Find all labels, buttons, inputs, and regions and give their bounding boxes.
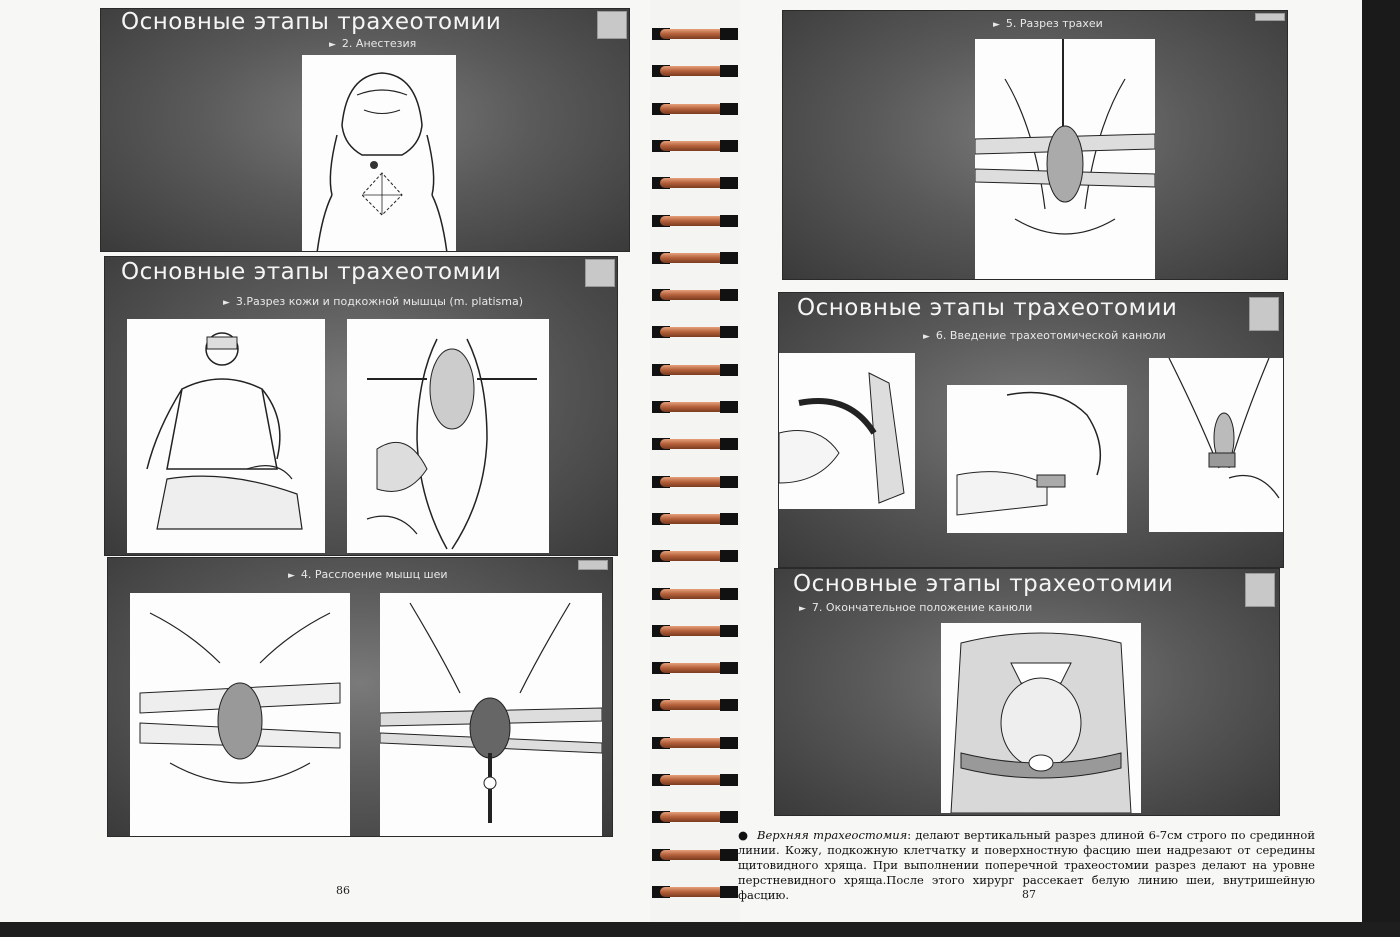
arrow-icon: ► [993, 20, 1000, 30]
arrow-icon: ► [923, 332, 930, 342]
binding-ring [652, 511, 738, 527]
binding-ring [652, 63, 738, 79]
binding-ring [652, 660, 738, 676]
binding-ring [652, 138, 738, 154]
slide-corner-box [1255, 13, 1285, 21]
illustration-cannula-3 [1149, 358, 1284, 532]
binding-ring [652, 735, 738, 751]
illustration-final-cannula [941, 623, 1141, 813]
binding-ring [652, 101, 738, 117]
binding-ring [652, 362, 738, 378]
illustration-surgeon [127, 319, 325, 553]
binding-ring [652, 697, 738, 713]
slide-final-cannula [774, 568, 1280, 816]
slide-title: Основные этапы трахеотомии [793, 571, 1174, 597]
binding-ring [652, 250, 738, 266]
slide-subtitle: ► 7. Окончательное положение канюли [799, 601, 1033, 614]
slide-subtitle: ► 6. Введение трахеотомической канюли [923, 329, 1166, 342]
arrow-icon: ► [288, 571, 295, 581]
binding-ring [652, 548, 738, 564]
binding-ring [652, 26, 738, 42]
slide-title: Основные этапы трахеотомии [121, 9, 502, 35]
binding-ring [652, 586, 738, 602]
illustration-trachea-incision [975, 39, 1155, 280]
slide-cannula-insertion [778, 292, 1284, 568]
binding-ring [652, 175, 738, 191]
binding-ring [652, 324, 738, 340]
illustration-incision [347, 319, 549, 553]
slide-subtitle: ► 5. Разрез трахеи [993, 17, 1103, 30]
illustration-cannula-2 [947, 385, 1127, 533]
binding-ring [652, 287, 738, 303]
paragraph-text: : делают вертикальный разрез длиной 6-7см строго по срединной линии. Кожу, подкожную клетчатку и поверхностную фасцию шеи надрезают от середины щитовидного хряща. При выполнении поперечной трахеостомии разрез делают на уровне перстневидного хряща.После этого хирург рассекает белую линию шеи, внутришейную фасцию. [738, 828, 1315, 902]
slide-anesthesia [100, 8, 630, 252]
slide-subtitle: ► 4. Расслоение мышц шеи [288, 568, 448, 581]
binding-ring [652, 772, 738, 788]
slide-title: Основные этапы трахеотомии [121, 259, 502, 285]
slide-trachea-incision [782, 10, 1288, 280]
page-number-right: 87 [1022, 888, 1036, 901]
scan-bottom-bar [0, 922, 1400, 937]
slide-title: Основные этапы трахеотомии [797, 295, 1178, 321]
binding-ring [652, 399, 738, 415]
illustration-cannula-1 [779, 353, 915, 509]
lead-term: Верхняя трахеостомия [757, 828, 908, 842]
slide-muscle-separation [107, 557, 613, 837]
slide-subtitle: ► 2. Анестезия [329, 37, 417, 50]
scan-edge [1362, 0, 1400, 922]
page-number-left: 86 [336, 884, 350, 897]
arrow-icon: ► [799, 604, 806, 614]
binding-ring [652, 213, 738, 229]
slide-skin-incision [104, 256, 618, 556]
binding-ring [652, 436, 738, 452]
slide-corner-box [1245, 573, 1275, 607]
illustration-muscles-1 [130, 593, 350, 837]
slide-corner-box [578, 560, 608, 570]
slide-corner-box [597, 11, 627, 39]
binding-ring [652, 623, 738, 639]
binding-ring [652, 809, 738, 825]
illustration-muscles-2 [380, 593, 602, 837]
bullet-icon: ● [738, 828, 749, 842]
arrow-icon: ► [329, 40, 336, 50]
binding-ring [652, 847, 738, 863]
slide-corner-box [1249, 297, 1279, 331]
binding-ring [652, 474, 738, 490]
illustration-neck-anesthesia [302, 55, 456, 252]
arrow-icon: ► [223, 298, 230, 308]
slide-corner-box [585, 259, 615, 287]
binding-ring [652, 884, 738, 900]
slide-subtitle: ► 3.Разрез кожи и подкожной мышцы (m. platisma) [223, 295, 524, 308]
